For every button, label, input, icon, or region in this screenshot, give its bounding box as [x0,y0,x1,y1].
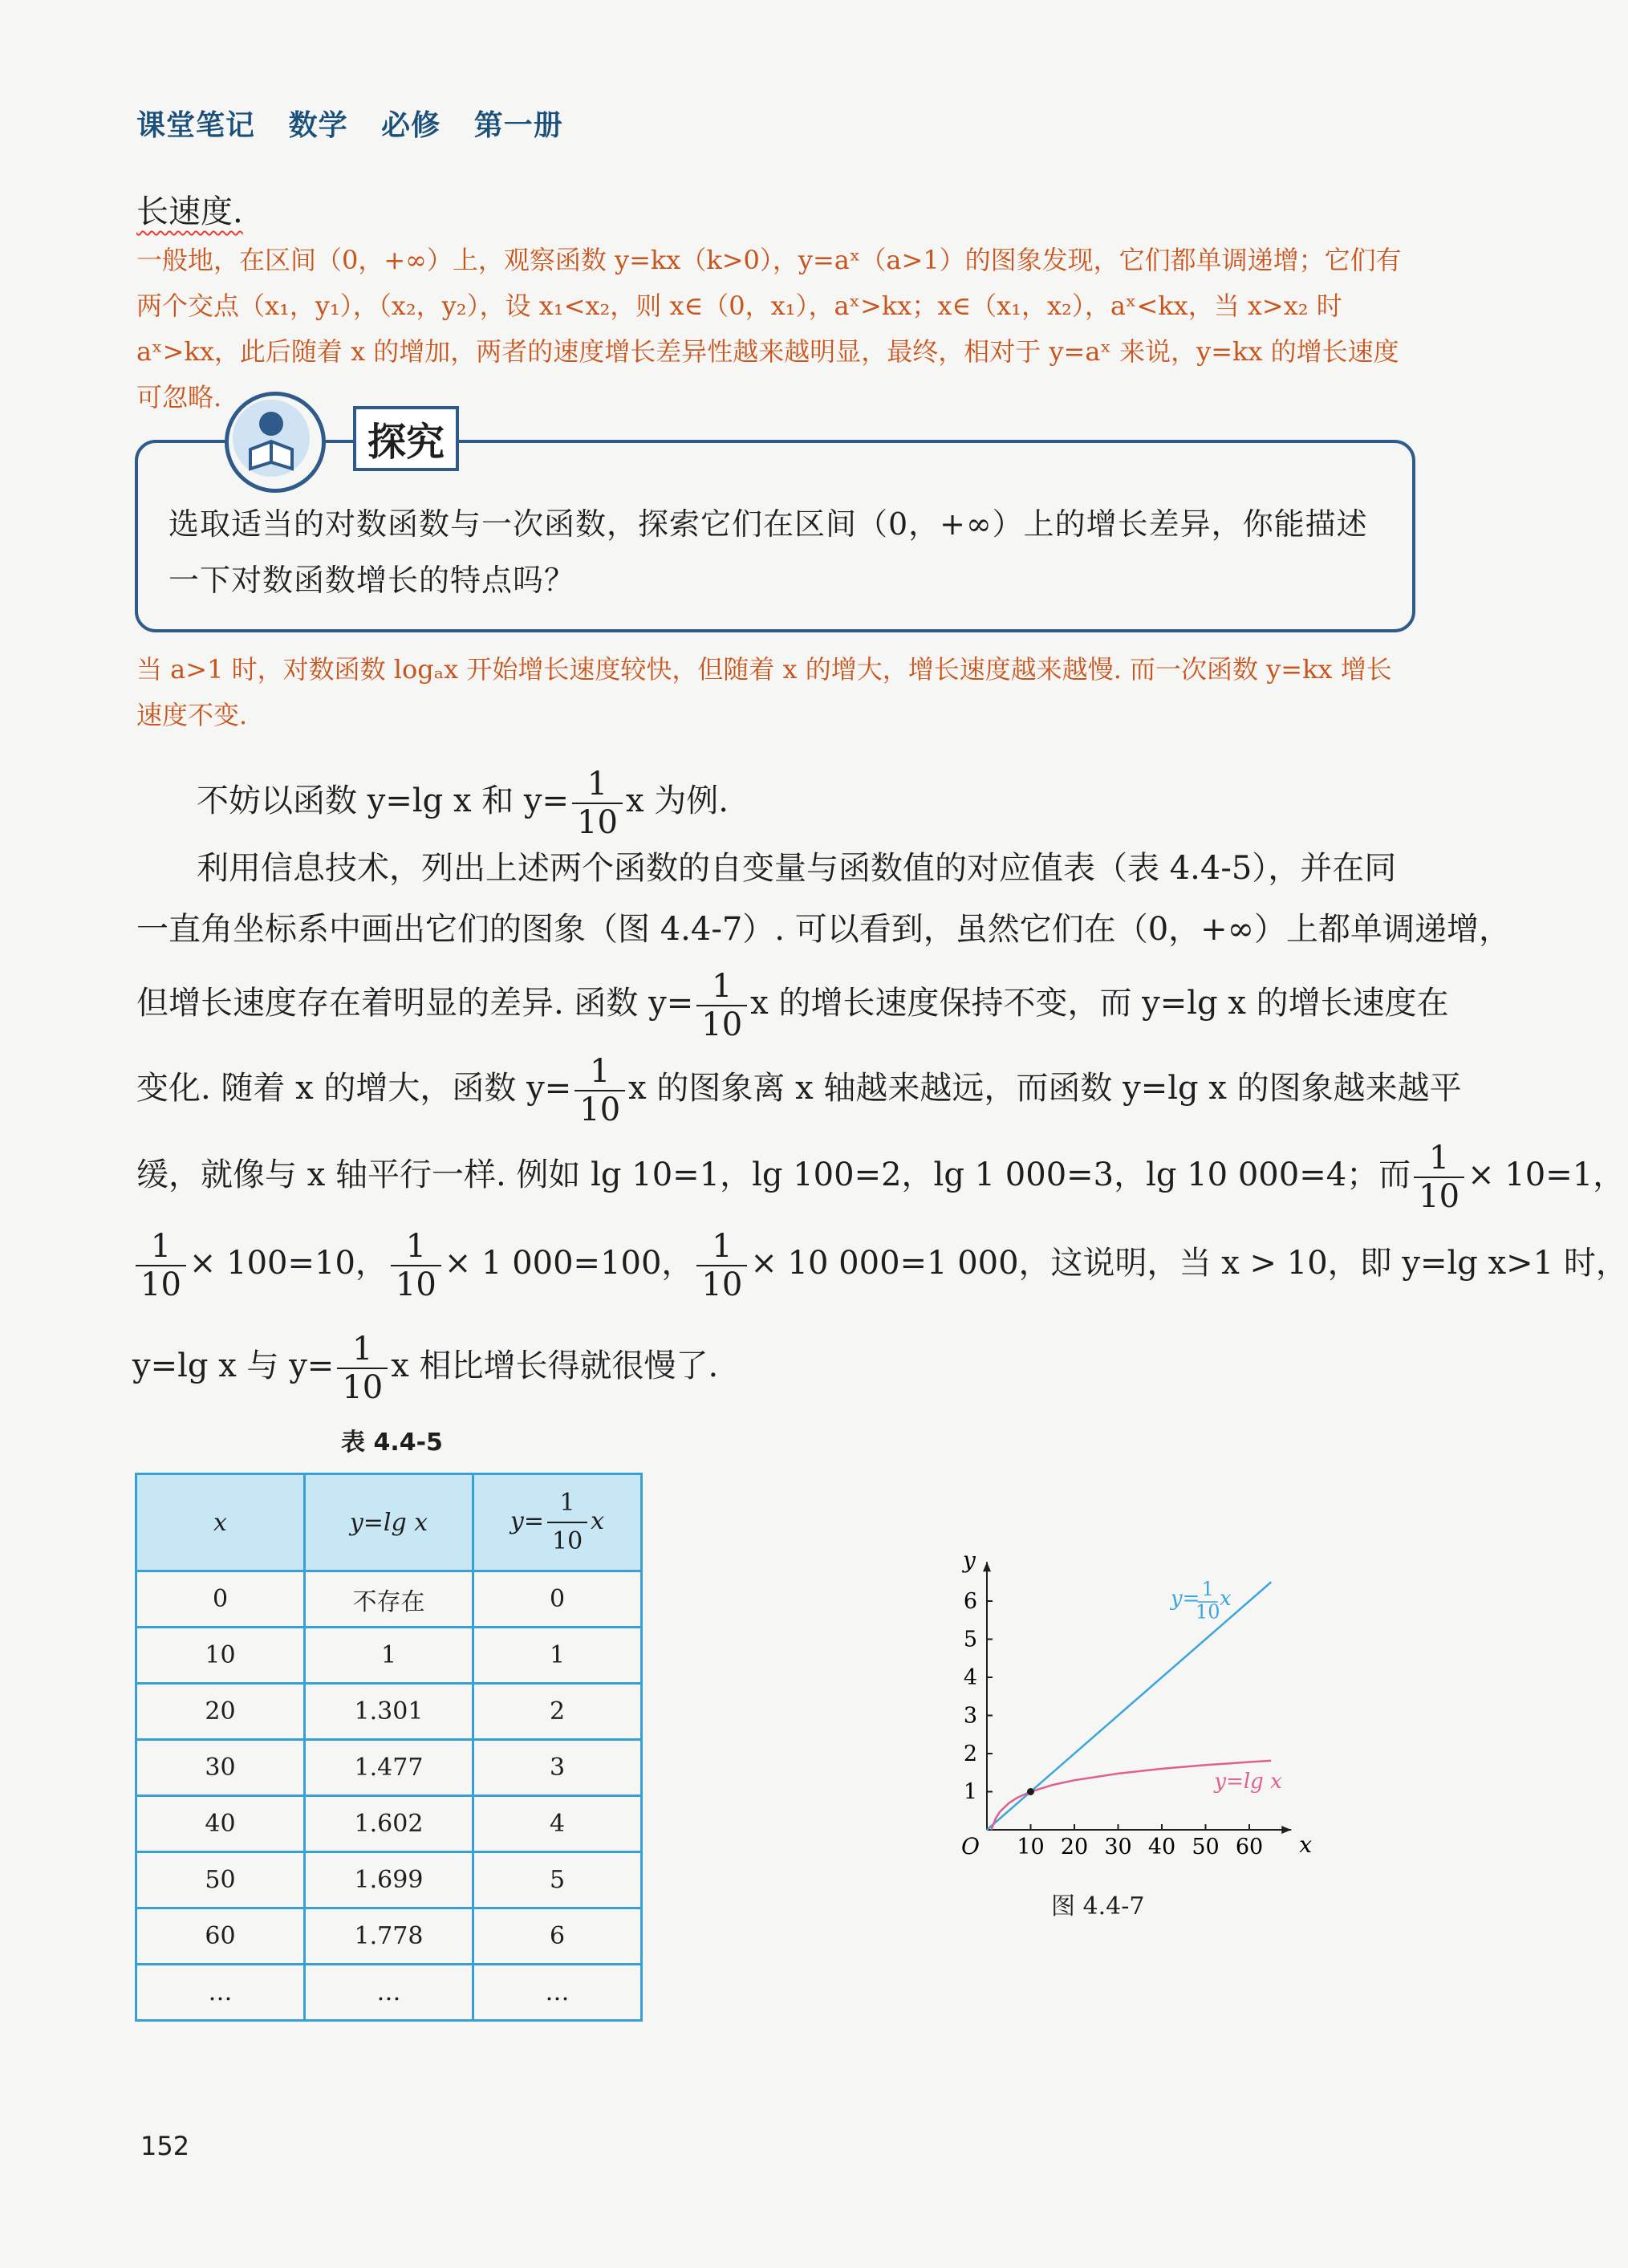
body-line-8: y=lg x 与 y= $\frac{1}{10}$ x 相比增长得就很慢了. [132,1331,719,1406]
log-series-label: y=lg x [1214,1769,1282,1794]
table-cell: 0 [473,1571,642,1628]
fraction: $\frac{1}{10}$ [572,766,623,841]
table-header-lg: y=lg x [305,1474,473,1571]
table-header-row [136,1474,642,1571]
linear-series-label: y= [1170,1586,1200,1611]
fraction: $\frac{1}{10}$ [574,1053,625,1128]
table-cell: … [305,1965,473,2021]
linear-series-label-suffix: x [1219,1586,1232,1611]
body-line-6: 缓，就像与 x 轴平行一样. 例如 lg 10=1，lg 100=2，lg 1 000=3，lg 10 000=4；而 $\frac{1}{10}$ × 10=1， [136,1140,1626,1215]
explore-text: 选取适当的对数函数与一次函数，探索它们在区间（0，+∞）上的增长差异，你能描述一下对数函数增长的特点吗？ [168,506,1368,598]
y-tick-label: 6 [963,1589,977,1614]
table-cell: … [473,1965,642,2021]
table-cell: 1.602 [305,1796,473,1852]
table-cell: 2 [473,1684,642,1740]
page-header [136,103,586,144]
x-tick-label: 20 [1060,1835,1089,1860]
handwritten-note-2: 当 a>1 时，对数函数 logₐx 开始增长速度较快，但随着 x 的增大，增长速度越来越慢. 而一次函数 y=kx 增长速度不变. [136,654,1392,730]
table-cell: 10 [136,1628,305,1684]
fraction: $\frac{1}{10}$ [136,1228,186,1303]
y-tick-label: 4 [963,1665,977,1690]
table-cell: 50 [136,1852,305,1908]
continued-word: 长速度. [136,193,243,230]
table-cell: 1.778 [305,1908,473,1965]
table-cell: 1.477 [305,1740,473,1796]
y-tick-label: 5 [963,1627,977,1652]
header-part: 第一册 [473,109,563,142]
table-row [136,1684,642,1740]
handwritten-note-1: 一般地，在区间（0，+∞）上，观察函数 y=kx（k>0），y=aˣ（a>1）的图象发现，它们都单调递增；它们有两个交点（x₁，y₁），（x₂，y₂），设 x₁<x₂，则 x∈（0，x₁），aˣ>kx；x∈（x₁，x₂），aˣ<kx，当 x>x₂ 时 aˣ>kx，此后随着 x 的增加，两者的速度增长差异性越来越明显，最终，相对于 y=aˣ 来说，y=kx 的增长速度可忽略. [136,245,1402,413]
table-row [136,1796,642,1852]
x-tick-label: 50 [1192,1835,1220,1860]
x-tick-label: 60 [1235,1835,1264,1860]
explore-label: 探究 [353,406,459,471]
body-line-3: 一直角坐标系中画出它们的图象（图 4.4-7）. 可以看到，虽然它们在（0，+∞）上都单调递增， [136,911,1512,948]
table-row [136,1571,642,1628]
x-axis-arrow [1281,1826,1291,1834]
page-number: 152 [140,2131,190,2161]
value-table [135,1473,643,2022]
table-header-linear: y= $\frac{1}{10}$ x [473,1474,642,1571]
table-cell: 60 [136,1908,305,1965]
intersection-point [1027,1788,1034,1795]
y-axis-arrow [983,1562,991,1571]
body-line-2: 利用信息技术，列出上述两个函数的自变量与函数值的对应值表（表 4.4-5），并在同 [197,850,1397,887]
header-book: 课堂笔记 [136,109,256,142]
y-tick-label: 2 [963,1742,977,1766]
y-tick-label: 1 [963,1779,977,1805]
table-cell: 0 [136,1571,305,1628]
origin-label: O [961,1833,980,1860]
linear-label-denominator: 10 [1195,1600,1220,1624]
table-cell: 30 [136,1740,305,1796]
body-line-7: $\frac{1}{10}$ × 100=10， $\frac{1}{10}$ × 1 000=100， $\frac{1}{10}$ × 10 000=1 000，这说明，当 x > 10，即 y=lg x>1 时， [132,1228,1628,1303]
x-axis-label: x [1299,1831,1313,1858]
table-cell: 3 [473,1740,642,1796]
linear-label-numerator: 1 [1201,1577,1214,1600]
table-cell: 5 [473,1852,642,1908]
table-header-x: x [136,1474,305,1571]
table-cell: 1 [305,1628,473,1684]
body-line-4: 但增长速度存在着明显的差异. 函数 y= $\frac{1}{10}$ x 的增长速度保持不变，而 y=lg x 的增长速度在 [136,968,1449,1043]
table-row [136,1965,642,2021]
fraction: $\frac{1}{10}$ [696,1228,747,1303]
table-cell: 1 [473,1628,642,1684]
body-line-1: 不妨以函数 y=lg x 和 y= $\frac{1}{10}$ x 为例. [197,766,729,841]
graph-figure [899,1541,1348,1870]
table-row [136,1908,642,1965]
header-volume: 必修 [381,109,441,142]
table-cell: 1.301 [305,1684,473,1740]
x-tick-label: 40 [1147,1835,1176,1860]
body-line-5: 变化. 随着 x 的增大，函数 y= $\frac{1}{10}$ x 的图象离 x 轴越来越远，而函数 y=lg x 的图象越来越平 [136,1053,1462,1128]
reader-icon [233,400,310,477]
table-row [136,1740,642,1796]
y-axis-label: y [963,1547,976,1574]
table-cell: 4 [473,1796,642,1852]
table-row [136,1852,642,1908]
table-cell: 6 [473,1908,642,1965]
x-tick-label: 30 [1104,1835,1132,1860]
fraction: $\frac{1}{10}$ [337,1331,388,1406]
table-caption: 表 4.4-5 [341,1429,443,1457]
table-cell: 不存在 [305,1571,473,1628]
table-cell: … [136,1965,305,2021]
table-cell: 20 [136,1684,305,1740]
fraction: $\frac{1}{10}$ [391,1228,441,1303]
header-subject: 数学 [288,109,348,142]
table-row [136,1628,642,1684]
figure-caption: 图 4.4-7 [1051,1892,1145,1920]
table-cell: 40 [136,1796,305,1852]
table-cell: 1.699 [305,1852,473,1908]
fraction: $\frac{1}{10}$ [696,968,747,1043]
fraction: $\frac{1}{10}$ [1414,1140,1464,1215]
y-tick-label: 3 [963,1703,977,1729]
x-tick-label: 10 [1017,1835,1045,1860]
